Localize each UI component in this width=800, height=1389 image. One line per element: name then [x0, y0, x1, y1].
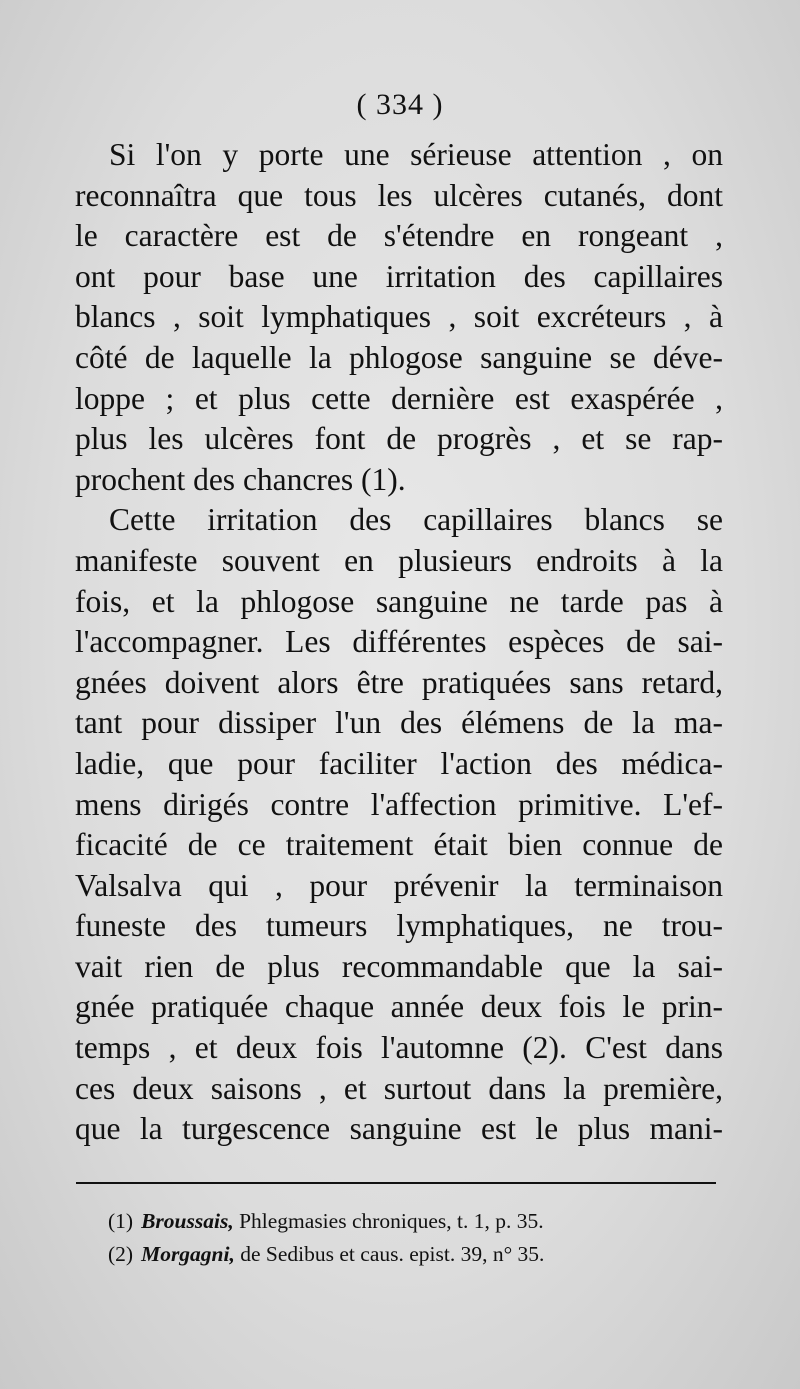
footnote-1 — [108, 1205, 720, 1238]
footnote-2 — [108, 1238, 720, 1271]
text-line: ladie, que pour faciliter l'action des médica- — [75, 745, 723, 781]
text-line: reconnaîtra que tous les ulcères cutanés, dont — [75, 177, 723, 213]
text-line: que la turgescence sanguine est le plus mani- — [75, 1111, 723, 1147]
text-line: funeste des tumeurs lymphatiques, ne trou- — [75, 908, 723, 944]
text-line: ont pour base une irritation des capillaires — [75, 258, 723, 294]
text-line: prochent des chancres (1). — [75, 461, 406, 497]
text-line: temps , et deux fois l'automne (2). C'est dans — [75, 1030, 723, 1066]
footnotes — [108, 1205, 720, 1271]
text-line: l'accompagner. Les différentes espèces de sai- — [75, 624, 723, 660]
text-line: Si l'on y porte une sérieuse attention , on — [109, 137, 723, 172]
text-line: Cette irritation des capillaires blancs se — [109, 502, 723, 538]
text-line: gnée pratiquée chaque année deux fois le prin- — [75, 989, 723, 1025]
page-number: ( 334 ) — [356, 88, 444, 121]
footnote-text: de Sedibus et caus. epist. 39, n° 35. — [240, 1242, 545, 1266]
paragraph-1 — [75, 135, 723, 500]
footnote-author: Broussais, — [141, 1209, 234, 1233]
text-line: loppe ; et plus cette dernière est exaspérée , — [75, 380, 723, 416]
text-line: fois, et la phlogose sanguine ne tarde pas à — [75, 583, 723, 619]
text-line: tant pour dissiper l'un des élémens de la ma- — [75, 705, 723, 741]
text-line: plus les ulcères font de progrès , et se rap- — [75, 421, 723, 457]
footnote-text: Phlegmasies chroniques, t. 1, p. 35. — [239, 1209, 544, 1233]
text-line: mens dirigés contre l'affection primitive. L'ef- — [75, 786, 723, 822]
text-line: ficacité de ce traitement était bien connue de — [75, 827, 723, 863]
body-text — [75, 135, 723, 1150]
text-line: manifeste souvent en plusieurs endroits à la — [75, 542, 723, 578]
text-line: côté de laquelle la phlogose sanguine se déve- — [75, 339, 723, 375]
text-line: ces deux saisons , et surtout dans la première, — [75, 1070, 723, 1106]
footnote-mark: (2) — [108, 1242, 134, 1266]
text-line: vait rien de plus recommandable que la sai- — [75, 948, 723, 984]
text-line: le caractère est de s'étendre en rongeant , — [75, 218, 723, 254]
text-line: blancs , soit lymphatiques , soit excréteurs , à — [75, 299, 723, 335]
footnote-author: Morgagni, — [141, 1242, 235, 1266]
text-line: Valsalva qui , pour prévenir la terminaison — [75, 867, 723, 903]
footnote-mark: (1) — [108, 1209, 134, 1233]
text-line: gnées doivent alors être pratiquées sans retard, — [75, 664, 723, 700]
paragraph-2 — [75, 500, 723, 1150]
footnote-divider — [76, 1182, 716, 1184]
